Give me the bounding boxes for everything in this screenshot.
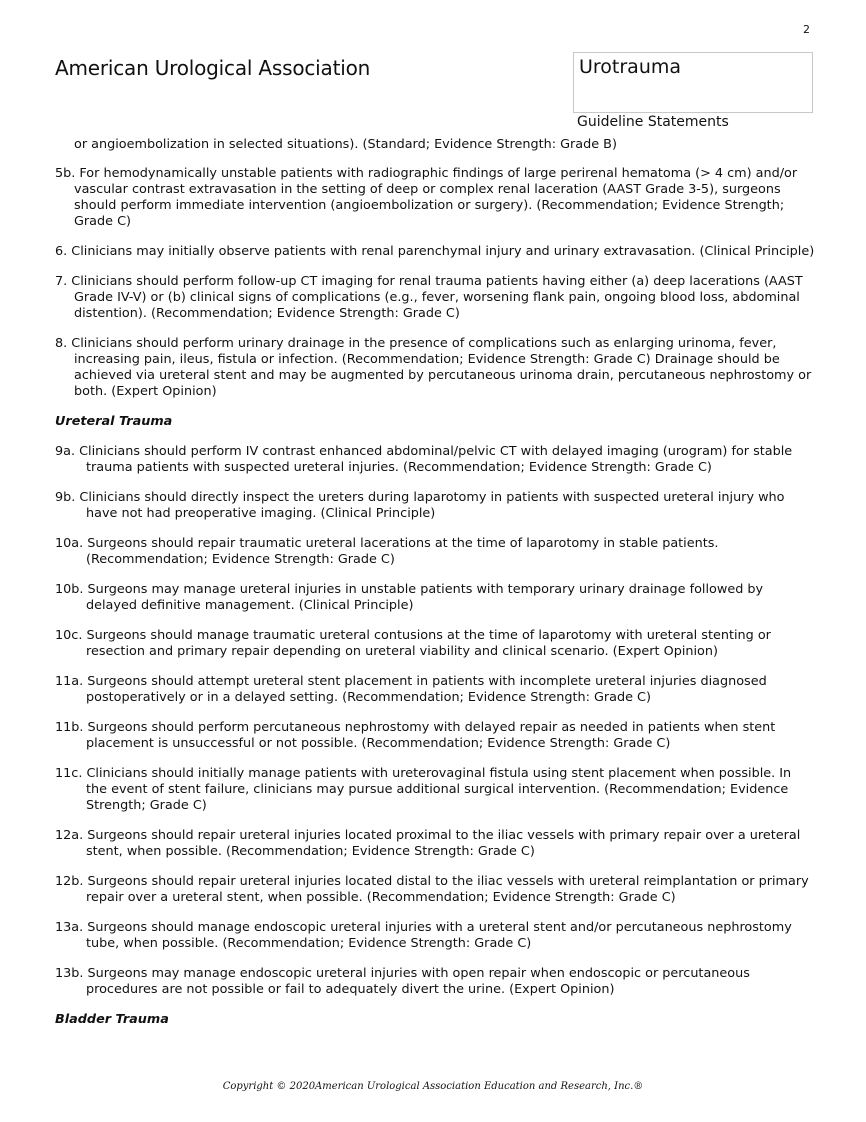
topic-box <box>573 52 813 113</box>
organization-title: American Urological Association <box>55 56 371 80</box>
statement-8: 8. Clinicians should perform urinary drainage in the presence of complications such as enlarging urinoma, fever, increasing pain, ileus, fistula or infection. (Recommendation; Evidence Strength: Grade C) Drainage should be achieved via ureteral stent and may be augmented by percutaneous urinoma drain, percutaneous nephrostomy or both. (Expert Opinion) <box>55 336 812 399</box>
statement-6: 6. Clinicians may initially observe patients with renal parenchymal injury and urinary extravasation. (Clinical Principle) <box>55 244 815 259</box>
statement-10a: 10a. Surgeons should repair traumatic ureteral lacerations at the time of laparotomy in stable patients. (Recommendation; Evidence Strength: Grade C) <box>55 536 719 567</box>
statement-9b: 9b. Clinicians should directly inspect the ureters during laparotomy in patients with suspected ureteral injury who have not had preoperative imaging. (Clinical Principle) <box>55 490 785 521</box>
statement-11a: 11a. Surgeons should attempt ureteral stent placement in patients with incomplete ureteral injuries diagnosed postoperatively or in a delayed setting. (Recommendation; Evidence Strength: Grade C) <box>55 674 767 705</box>
statement-7: 7. Clinicians should perform follow-up CT imaging for renal trauma patients having either (a) deep lacerations (AAST Grade IV-V) or (b) clinical signs of complications (e.g., fever, worsening flank pain, ongoing blood loss, abdominal distention). (Recommendation; Evidence Strength: Grade C) <box>55 274 803 321</box>
statement-9a: 9a. Clinicians should perform IV contrast enhanced abdominal/pelvic CT with delayed imaging (urogram) for stable trauma patients with suspected ureteral injuries. (Recommendation; Evidence Strength: Grade C) <box>55 444 793 475</box>
statement-13b: 13b. Surgeons may manage endoscopic ureteral injuries with open repair when endoscopic or percutaneous procedures are not possible or fail to adequately divert the urine. (Expert Opinion) <box>55 966 750 997</box>
statement-10b: 10b. Surgeons may manage ureteral injuries in unstable patients with temporary urinary drainage followed by delayed definitive management. (Clinical Principle) <box>55 582 764 613</box>
ureteral-trauma-heading: Ureteral Trauma <box>55 414 173 429</box>
topic-title: Urotrauma <box>579 56 682 78</box>
statement-11c: 11c. Clinicians should initially manage patients with ureterovaginal fistula using stent placement when possible. In the event of stent failure, clinicians may pursue additional surgical intervention. (Recommendation; Evidence Strength; Grade C) <box>55 766 792 813</box>
page-number: 2 <box>803 23 810 36</box>
statement-13a: 13a. Surgeons should manage endoscopic ureteral injuries with a ureteral stent and/or percutaneous nephrostomy tube, when possible. (Recommendation; Evidence Strength: Grade C) <box>55 920 792 951</box>
statement-11b: 11b. Surgeons should perform percutaneous nephrostomy with delayed repair as needed in patients when stent placement is unsuccessful or not possible. (Recommendation; Evidence Strength: Grade C) <box>55 720 776 751</box>
copyright-footer: Copyright © 2020American Urological Association Education and Research, Inc.® <box>222 1081 644 1092</box>
statement-continuation: or angioembolization in selected situations). (Standard; Evidence Strength: Grade B) <box>74 137 617 152</box>
statement-12b: 12b. Surgeons should repair ureteral injuries located distal to the iliac vessels with ureteral reimplantation or primary repair over a ureteral stent, when possible. (Recommendation; Evidence Strength: Grade C) <box>55 874 809 905</box>
statement-5b: 5b. For hemodynamically unstable patients with radiographic findings of large perirenal hematoma (> 4 cm) and/or vascular contrast extravasation in the setting of deep or complex renal laceration (AAST Grade 3-5), surgeons should perform immediate intervention (angioembolization or surgery). (Recommendation; Evidence Strength; Grade C) <box>55 166 798 229</box>
statement-10c: 10c. Surgeons should manage traumatic ureteral contusions at the time of laparotomy with ureteral stenting or resection and primary repair depending on ureteral viability and clinical scenario. (Expert Opinion) <box>55 628 771 659</box>
guideline-content <box>55 137 815 1042</box>
statement-12a: 12a. Surgeons should repair ureteral injuries located proximal to the iliac vessels with primary repair over a ureteral stent, when possible. (Recommendation; Evidence Strength: Grade C) <box>55 828 801 859</box>
bladder-trauma-heading: Bladder Trauma <box>55 1012 169 1027</box>
section-label: Guideline Statements <box>577 114 729 130</box>
